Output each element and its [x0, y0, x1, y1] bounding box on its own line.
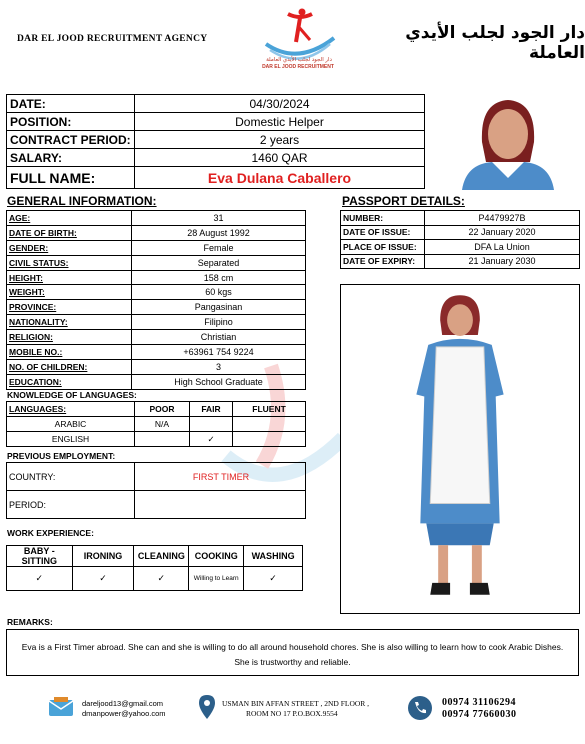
- table-row: [7, 417, 306, 432]
- contract-period-label: CONTRACT PERIOD:: [7, 131, 135, 149]
- logo-text-ar: دار الجود لجلب الأيدي العاملة: [266, 57, 332, 63]
- table-row: [7, 463, 306, 491]
- baby-sitting-value: ✓: [7, 567, 73, 591]
- gender-label: GENDER:: [7, 240, 132, 255]
- mobile-value: +63961 754 9224: [132, 345, 306, 360]
- location-pin-icon: [199, 695, 215, 719]
- position-row: [7, 113, 425, 131]
- table-row: [7, 300, 306, 315]
- period-label: PERIOD:: [7, 491, 135, 519]
- work-experience-table: [6, 545, 303, 591]
- previous-employment-table: [6, 462, 306, 519]
- top-info-table: [6, 94, 425, 189]
- table-row: [7, 270, 306, 285]
- agency-name-ar: دار الجود لجلب الأيدي العاملة: [405, 23, 585, 63]
- mobile-label: MOBILE NO.:: [7, 345, 132, 360]
- english-fair: ✓: [189, 432, 232, 447]
- table-row: [7, 491, 306, 519]
- weight-value: 60 kgs: [132, 285, 306, 300]
- languages-title: KNOWLEDGE OF LANGUAGES:: [7, 390, 137, 400]
- date-row: [7, 95, 425, 113]
- height-label: HEIGHT:: [7, 270, 132, 285]
- country-label: COUNTRY:: [7, 463, 135, 491]
- passport-number-label: NUMBER:: [341, 211, 425, 226]
- footer-email-1[interactable]: dareljood13@gmail.com: [82, 699, 163, 708]
- table-row: [7, 285, 306, 300]
- salary-row: [7, 149, 425, 167]
- footer-phone-1[interactable]: 00974 31106294: [442, 697, 516, 708]
- table-row: [7, 374, 306, 389]
- table-row: [341, 240, 580, 255]
- children-label: NO. OF CHILDREN:: [7, 359, 132, 374]
- cleaning-header: CLEANING: [134, 546, 189, 567]
- full-name-row: [7, 167, 425, 189]
- headshot-photo: [452, 92, 563, 190]
- weight-label: WEIGHT:: [7, 285, 132, 300]
- gender-value: Female: [132, 240, 306, 255]
- table-row: [7, 255, 306, 270]
- full-name-value: Eva Dulana Caballero: [135, 167, 425, 189]
- cleaning-value: ✓: [134, 567, 189, 591]
- expiry-date-value: 21 January 2030: [425, 254, 580, 269]
- washing-value: ✓: [244, 567, 303, 591]
- salary-value: 1460 QAR: [135, 149, 425, 167]
- work-experience-title: WORK EXPERIENCE:: [7, 528, 94, 538]
- province-label: PROVINCE:: [7, 300, 132, 315]
- table-row: [7, 225, 306, 240]
- footer-phone-2[interactable]: 00974 77660030: [442, 709, 517, 720]
- country-value: FIRST TIMER: [135, 463, 306, 491]
- children-value: 3: [132, 359, 306, 374]
- footer-address-line-2: ROOM NO 17 P.O.BOX.9554: [246, 709, 338, 718]
- height-value: 158 cm: [132, 270, 306, 285]
- languages-table: [6, 401, 306, 447]
- place-of-issue-value: DFA La Union: [425, 240, 580, 255]
- table-row: [7, 240, 306, 255]
- civil-status-value: Separated: [132, 255, 306, 270]
- education-value: High School Graduate: [132, 374, 306, 389]
- contract-period-value: 2 years: [135, 131, 425, 149]
- remarks-title: REMARKS:: [7, 617, 53, 627]
- education-label: EDUCATION:: [7, 374, 132, 389]
- arabic-fair: [189, 417, 232, 432]
- salary-label: SALARY:: [7, 149, 135, 167]
- nationality-label: NATIONALITY:: [7, 315, 132, 330]
- footer-address-line-1: USMAN BIN AFFAN STREET , 2ND FLOOR ,: [222, 699, 370, 708]
- full-name-label: FULL NAME:: [7, 167, 135, 189]
- table-row: [7, 359, 306, 374]
- passport-details-table: [340, 210, 580, 269]
- general-information-title: GENERAL INFORMATION:: [7, 194, 157, 208]
- table-row: [7, 330, 306, 345]
- english-fluent: [233, 432, 306, 447]
- contract-period-row: [7, 131, 425, 149]
- logo-text-en: DAR EL JOOD RECRUITMENT: [262, 64, 334, 70]
- position-label: POSITION:: [7, 113, 135, 131]
- dob-value: 28 August 1992: [132, 225, 306, 240]
- previous-employment-title: PREVIOUS EMPLOYMENT:: [7, 451, 116, 461]
- passport-number-value: P4479927B: [425, 211, 580, 226]
- fluent-header: FLUENT: [233, 402, 306, 417]
- religion-label: RELIGION:: [7, 330, 132, 345]
- phone-icon: [408, 696, 432, 720]
- general-information-table: [6, 210, 306, 390]
- mail-icon: [48, 697, 74, 717]
- table-row: [7, 315, 306, 330]
- arabic-poor: N/A: [135, 417, 190, 432]
- remarks-text: Eva is a First Timer abroad. She can and she is willing to do all around household chores. She is also willing to learn how to cook Arabic Dishes. She is trustworthy and reliable.: [6, 629, 579, 676]
- period-value: [135, 491, 306, 519]
- table-row: [341, 225, 580, 240]
- date-value: 04/30/2024: [135, 95, 425, 113]
- table-row: [7, 432, 306, 447]
- nationality-value: Filipino: [132, 315, 306, 330]
- issue-date-value: 22 January 2020: [425, 225, 580, 240]
- work-header-row: [7, 546, 303, 567]
- ironing-header: IRONING: [72, 546, 134, 567]
- english-poor: [135, 432, 190, 447]
- civil-status-label: CIVIL STATUS:: [7, 255, 132, 270]
- expiry-date-label: DATE OF EXPIRY:: [341, 254, 425, 269]
- ironing-value: ✓: [72, 567, 134, 591]
- passport-details-title: PASSPORT DETAILS:: [342, 194, 465, 208]
- cooking-value: Willing to Learn: [189, 567, 244, 591]
- age-value: 31: [132, 211, 306, 226]
- language-arabic-label: ARABIC: [7, 417, 135, 432]
- language-english-label: ENGLISH: [7, 432, 135, 447]
- table-row: [7, 345, 306, 360]
- fair-header: FAIR: [189, 402, 232, 417]
- languages-header-row: [7, 402, 306, 417]
- poor-header: POOR: [135, 402, 190, 417]
- table-row: [7, 211, 306, 226]
- cooking-header: COOKING: [189, 546, 244, 567]
- religion-value: Christian: [132, 330, 306, 345]
- province-value: Pangasinan: [132, 300, 306, 315]
- age-label: AGE:: [7, 211, 132, 226]
- full-body-photo: [340, 284, 580, 614]
- languages-header-label: LANGUAGES:: [7, 402, 135, 417]
- table-row: [341, 211, 580, 226]
- table-row: [341, 254, 580, 269]
- place-of-issue-label: PLACE OF ISSUE:: [341, 240, 425, 255]
- arabic-fluent: [233, 417, 306, 432]
- issue-date-label: DATE OF ISSUE:: [341, 225, 425, 240]
- work-values-row: [7, 567, 303, 591]
- agency-name-en: DAR EL JOOD RECRUITMENT AGENCY: [17, 34, 208, 44]
- washing-header: WASHING: [244, 546, 303, 567]
- baby-sitting-header: BABY - SITTING: [7, 546, 73, 567]
- footer-email-2[interactable]: dmanpower@yahoo.com: [82, 709, 166, 718]
- date-label: DATE:: [7, 95, 135, 113]
- position-value: Domestic Helper: [135, 113, 425, 131]
- dob-label: DATE OF BIRTH:: [7, 225, 132, 240]
